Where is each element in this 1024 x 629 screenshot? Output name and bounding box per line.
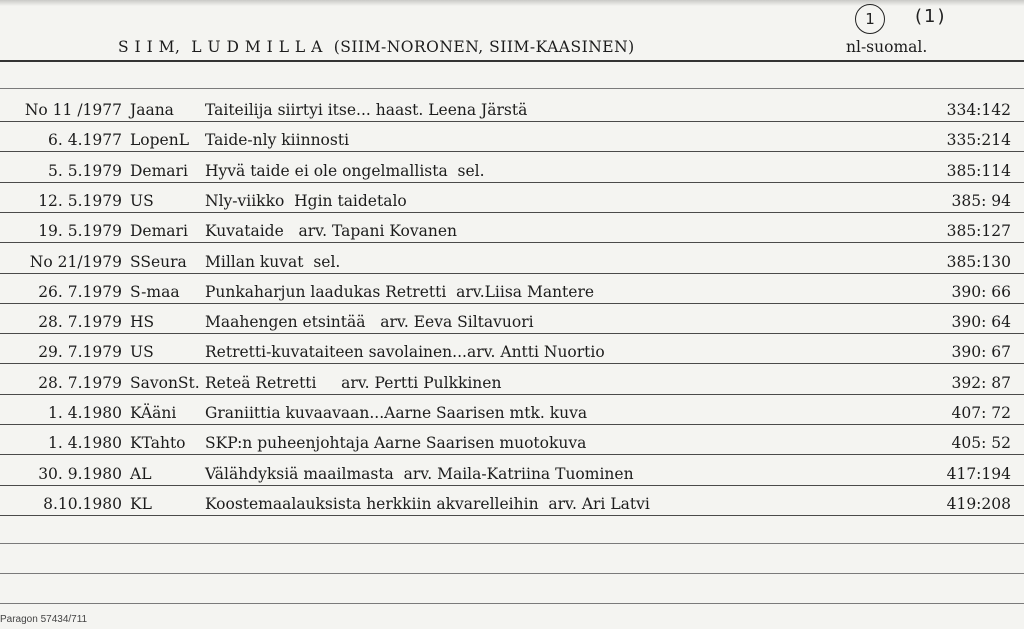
entry-title: Välähdyksiä maailmasta arv. Maila-Katriina Tuominen: [205, 465, 634, 483]
entry-source: Demari: [130, 222, 188, 240]
entry-reference: 390: 67: [951, 343, 1011, 361]
entry-reference: 334:142: [946, 101, 1011, 119]
entry-source: KL: [130, 495, 152, 513]
entry-title: SKP:n puheenjohtaja Aarne Saarisen muotokuva: [205, 434, 587, 452]
entry-title: Kuvataide arv. Tapani Kovanen: [205, 222, 457, 240]
entry-reference: 405: 52: [951, 434, 1011, 452]
ruled-line: [0, 485, 1024, 486]
entry-source: SavonSt.: [130, 374, 200, 392]
entry-row: [0, 465, 1024, 485]
entry-title: Millan kuvat sel.: [205, 253, 341, 271]
entry-title: Hyvä taide ei ole ongelmallista sel.: [205, 162, 485, 180]
entry-row: [0, 404, 1024, 424]
entry-date: 28. 7.1979: [38, 313, 122, 331]
entry-source: Jaana: [130, 101, 174, 119]
entry-date: 30. 9.1980: [38, 465, 122, 483]
ruled-line: [0, 363, 1024, 364]
ruled-line: [0, 573, 1024, 574]
entry-reference: 417:194: [946, 465, 1011, 483]
entry-date: 1. 4.1980: [48, 434, 122, 452]
entry-title: Reteä Retretti arv. Pertti Pulkkinen: [205, 374, 502, 392]
entry-reference: 419:208: [946, 495, 1011, 513]
entry-source: SSeura: [130, 253, 187, 271]
ruled-line: [0, 242, 1024, 243]
entry-reference: 407: 72: [951, 404, 1011, 422]
entry-title: Taide-nly kiinnosti: [205, 131, 350, 149]
entry-date: 1. 4.1980: [48, 404, 122, 422]
entry-reference: 385:130: [946, 253, 1011, 271]
entry-date: 19. 5.1979: [38, 222, 122, 240]
entry-source: S-maa: [130, 283, 180, 301]
ruled-line: [0, 182, 1024, 183]
entry-date: 28. 7.1979: [38, 374, 122, 392]
entry-reference: 392: 87: [951, 374, 1011, 392]
ruled-line: [0, 303, 1024, 304]
entry-source: LopenL: [130, 131, 189, 149]
ruled-line: [0, 454, 1024, 455]
entry-date: 26. 7.1979: [38, 283, 122, 301]
card-heading-name: S I I M, L U D M I L L A (SIIM-NORONEN, SIIM-KAASINEN): [118, 38, 635, 56]
entry-row: [0, 434, 1024, 454]
ruled-line: [0, 151, 1024, 152]
circled-number-text: 1: [865, 10, 875, 28]
printer-imprint: Paragon 57434/711: [0, 614, 88, 625]
ruled-line: [0, 603, 1024, 604]
entry-title: Retretti-kuvataiteen savolainen...arv. Antti Nuortio: [205, 343, 605, 361]
entry-title: Punkaharjun laadukas Retretti arv.Liisa Mantere: [205, 283, 595, 301]
entry-row: [0, 283, 1024, 303]
entry-source: KÄäni: [130, 404, 177, 422]
ruled-line: [0, 424, 1024, 425]
ruled-line: [0, 273, 1024, 274]
entry-reference: 385:127: [946, 222, 1011, 240]
entry-date: 5. 5.1979: [48, 162, 122, 180]
ruled-line: [0, 212, 1024, 213]
ruled-line: [0, 121, 1024, 122]
entry-row: [0, 222, 1024, 242]
entry-title: Koostemaalauksista herkkiin akvarelleihin arv. Ari Latvi: [205, 495, 650, 513]
entry-source: US: [130, 343, 154, 361]
entry-row: [0, 101, 1024, 121]
entry-reference: 390: 64: [951, 313, 1011, 331]
entry-row: [0, 162, 1024, 182]
entry-row: [0, 374, 1024, 394]
entry-date: 6. 4.1977: [48, 131, 122, 149]
ruled-line: [0, 394, 1024, 395]
entry-row: [0, 253, 1024, 273]
entry-reference: 385: 94: [951, 192, 1011, 210]
ruled-line: [0, 515, 1024, 516]
parenthesized-number-mark: (1): [915, 6, 947, 27]
entry-title: Taiteilija siirtyi itse... haast. Leena Järstä: [205, 101, 528, 119]
entry-title: Graniittia kuvaavaan...Aarne Saarisen mtk. kuva: [205, 404, 588, 422]
entry-row: [0, 313, 1024, 333]
header-rule: [0, 60, 1024, 62]
entry-date: 29. 7.1979: [38, 343, 122, 361]
ruled-line: [0, 88, 1024, 89]
entry-row: [0, 343, 1024, 363]
entry-row: [0, 495, 1024, 515]
entry-title: Nly-viikko Hgin taidetalo: [205, 192, 407, 210]
entry-date: 12. 5.1979: [38, 192, 122, 210]
entry-reference: 385:114: [946, 162, 1011, 180]
entry-source: Demari: [130, 162, 188, 180]
entry-row: [0, 192, 1024, 212]
entry-date: 8.10.1980: [43, 495, 122, 513]
entry-reference: 335:214: [946, 131, 1011, 149]
entry-source: AL: [130, 465, 152, 483]
entry-date: No 11 /1977: [24, 101, 122, 119]
entry-title: Maahengen etsintää arv. Eeva Siltavuori: [205, 313, 534, 331]
ruled-line: [0, 333, 1024, 334]
card-heading-language: nl-suomal.: [846, 38, 928, 56]
circled-number-mark: [855, 4, 885, 34]
entry-row: [0, 131, 1024, 151]
ruled-line: [0, 543, 1024, 544]
entry-source: KTahto: [130, 434, 186, 452]
entry-source: HS: [130, 313, 155, 331]
entry-reference: 390: 66: [951, 283, 1011, 301]
entry-source: US: [130, 192, 154, 210]
entry-date: No 21/1979: [29, 253, 122, 271]
